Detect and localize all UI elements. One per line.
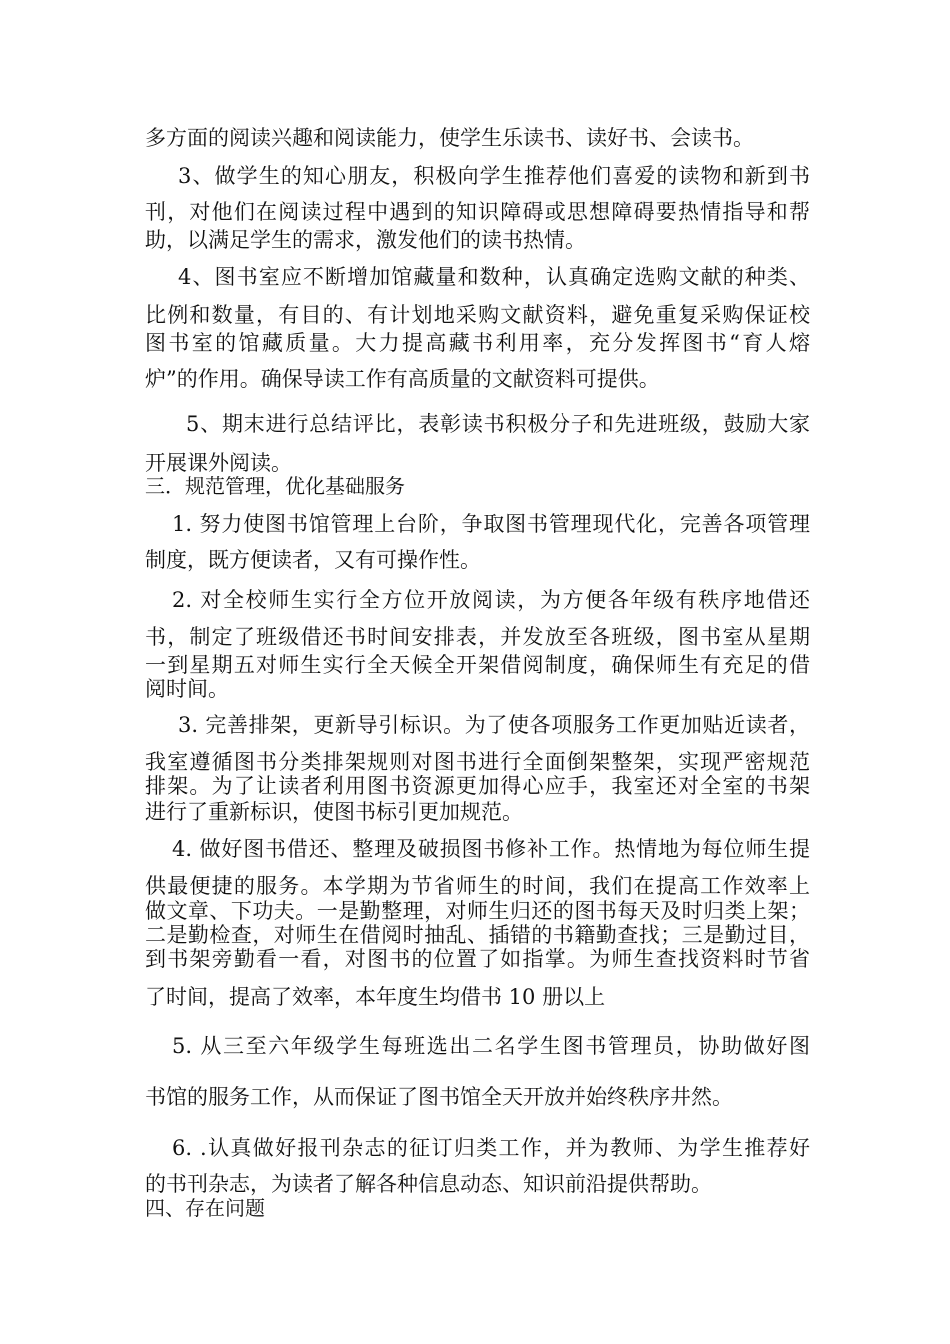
section-heading: 四、存在问题 [145, 1196, 265, 1220]
text-line: 进行了重新标识，使图书标引更加规范。 [145, 800, 523, 824]
text-line: 3、做学生的知心朋友，积极向学生推荐他们喜爱的读物和新到书 [178, 164, 810, 188]
text-line: 比例和数量，有目的、有计划地采购文献资料，避免重复采购保证校 [145, 303, 810, 327]
text-line: 5. 从三至六年级学生每班选出二名学生图书管理员，协助做好图 [172, 1034, 810, 1058]
text-line: 排架。为了让读者利用图书资源更加得心应手，我室还对全室的书架 [145, 774, 810, 798]
text-line: 2. 对全校师生实行全方位开放阅读，为方便各年级有秩序地借还 [172, 588, 810, 612]
text-line: 到书架旁勤看一看，对图书的位置了如指掌。为师生查找资料时节省 [145, 947, 810, 971]
text-line: 一到星期五对师生实行全天候全开架借阅制度，确保师生有充足的借 [145, 653, 810, 677]
text-line: 书馆的服务工作，从而保证了图书馆全天开放并始终秩序井然。 [145, 1085, 733, 1109]
text-line: 图书室的馆藏质量。大力提高藏书利用率，充分发挥图书“育人熔 [145, 331, 810, 355]
text-line: 刊，对他们在阅读过程中遇到的知识障碍或思想障碍要热情指导和帮 [145, 200, 810, 224]
text-line: 6. .认真做好报刊杂志的征订归类工作，并为教师、为学生推荐好 [172, 1136, 810, 1160]
text-line: 我室遵循图书分类排架规则对图书进行全面倒架整架，实现严密规范 [145, 750, 810, 774]
text-line: 3. 完善排架，更新导引标识。为了使各项服务工作更加贴近读者， [178, 713, 810, 737]
section-heading: 三．规范管理，优化基础服务 [145, 474, 405, 498]
text-line: 了时间，提高了效率，本年度生均借书 10 册以上 [145, 985, 606, 1009]
text-line: 二是勤检查，对师生在借阅时抽乱、插错的书籍勤查找；三是勤过目， [145, 923, 810, 947]
text-line: 炉”的作用。确保导读工作有高质量的文献资料可提供。 [145, 367, 660, 391]
text-line: 4. 做好图书借还、整理及破损图书修补工作。热情地为每位师生提 [172, 837, 810, 861]
text-line: 的书刊杂志，为读者了解各种信息动态、知识前沿提供帮助。 [145, 1172, 712, 1196]
text-line: 4、图书室应不断增加馆藏量和数种，认真确定选购文献的种类、 [178, 265, 810, 289]
text-line: 助，以满足学生的需求，激发他们的读书热情。 [145, 228, 586, 252]
text-line: 多方面的阅读兴趣和阅读能力，使学生乐读书、读好书、会读书。 [145, 126, 754, 150]
text-line: 开展课外阅读。 [145, 451, 292, 475]
text-line: 制度，既方便读者，又有可操作性。 [145, 548, 481, 572]
text-line: 阅时间。 [145, 677, 229, 701]
text-line: 做文章、下功夫。一是勤整理，对师生归还的图书每天及时归类上架； [145, 899, 810, 923]
text-line: 1. 努力使图书馆管理上台阶，争取图书管理现代化，完善各项管理 [172, 512, 810, 536]
text-line: 供最便捷的服务。本学期为节省师生的时间，我们在提高工作效率上 [145, 874, 810, 898]
text-line: 5、期末进行总结评比，表彰读书积极分子和先进班级，鼓励大家 [186, 412, 810, 436]
text-line: 书，制定了班级借还书时间安排表，并发放至各班级，图书室从星期 [145, 625, 810, 649]
